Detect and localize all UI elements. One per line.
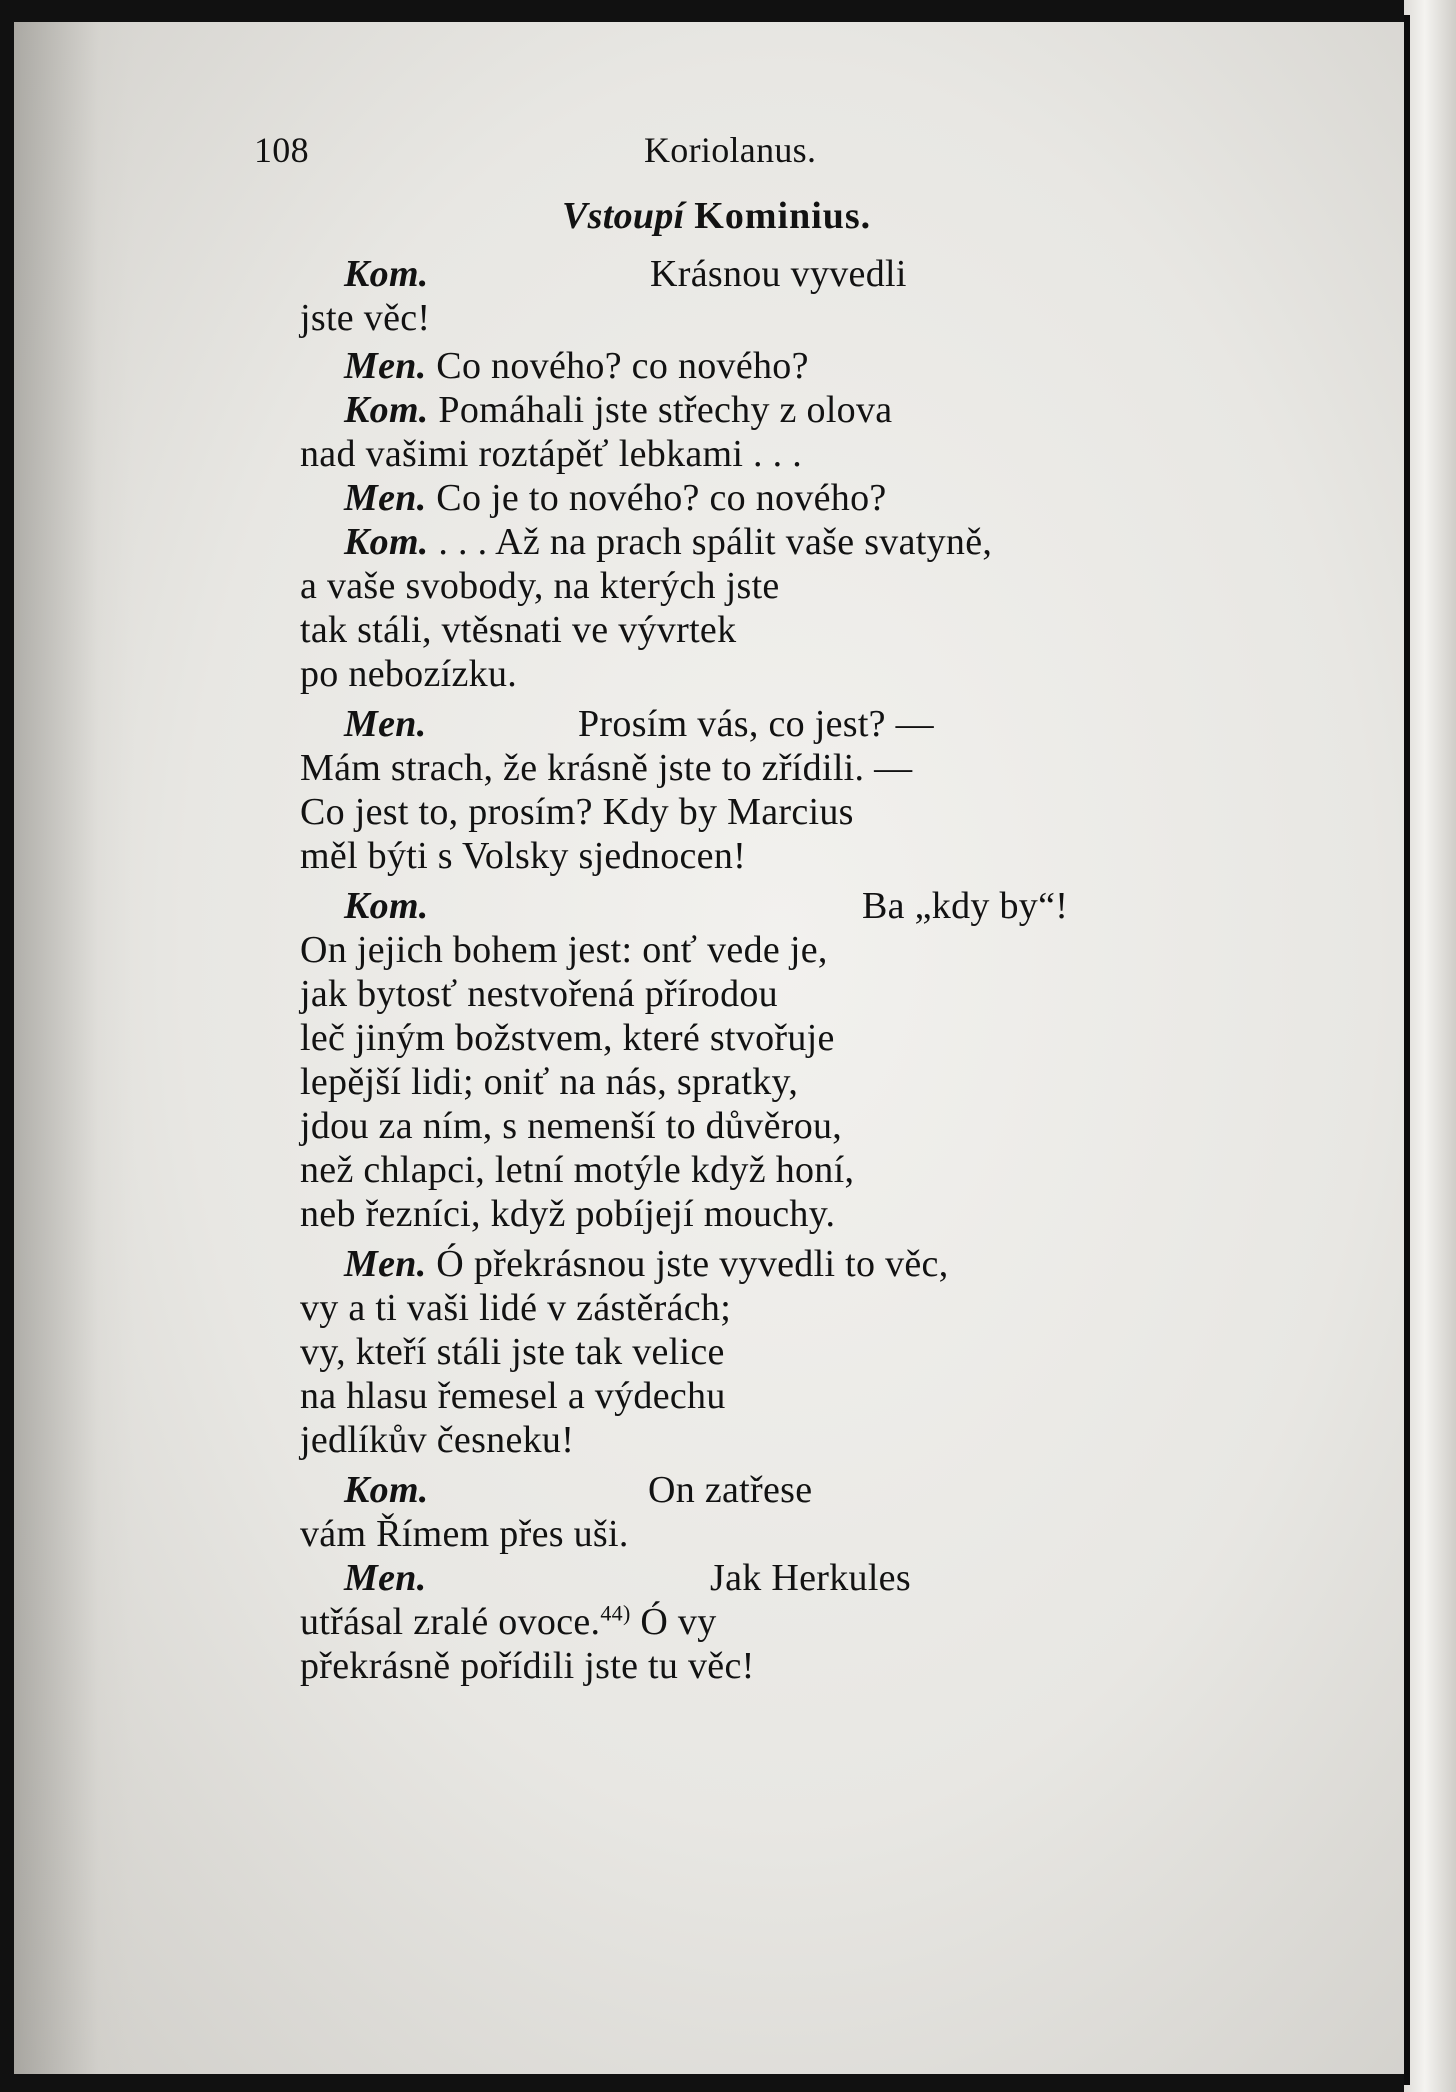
verse-line: jdou za ním, s nemenší to důvěrou, [300,1105,843,1147]
verse-line: vy a ti vaši lidé v zástěrách; [300,1287,732,1329]
verse-line: a vaše svobody, na kterých jste [300,565,780,607]
speaker-label: Kom. [344,1469,429,1511]
verse-line: Kom. Pomáhali jste střechy z olova [344,389,893,431]
stage-verb: Vstoupí [562,195,685,237]
verse-line: Men. Co je to nového? co nového? [344,477,887,519]
verse-line: On jejich bohem jest: onť vede je, [300,929,828,971]
page-text [14,22,1406,2074]
book-page [14,22,1406,2074]
verse-line: překrásně pořídili jste tu věc! [300,1645,755,1687]
verse-line: Men. Co nového? co nového? [344,345,809,387]
page-edge-shadow [1404,15,1410,2085]
verse-line: vy, kteří stáli jste tak velice [300,1331,725,1373]
verse-line: Co jest to, prosím? Kdy by Marcius [300,791,854,833]
verse-line: Krásnou vyvedli [650,253,907,295]
speaker-label: Kom. [344,253,429,295]
stage-name: Kominius. [694,195,872,237]
verse-line: utřásal zralé ovoce.$^{44)}$ Ó vy [300,1600,717,1643]
speaker-label: Kom. [344,885,429,927]
verse-line: Jak Herkules [710,1557,911,1599]
verse-line: než chlapci, letní motýle když honí, [300,1149,855,1191]
verse-line: neb řezníci, když pobíjejí mouchy. [300,1193,836,1235]
running-title: Koriolanus. [644,130,817,170]
verse-line: Kom. . . . Až na prach spálit vaše svatyně, [344,521,993,563]
footnote-reference: 44) [600,1600,631,1626]
verse-line: leč jiným božstvem, které stvořuje [300,1017,835,1059]
stage-direction [562,194,871,238]
verse-line: lepější lidi; oniť na nás, spratky, [300,1061,799,1103]
verse-line: On zatřese [648,1469,813,1511]
verse-line: nad vašimi roztápěť lebkami . . . [300,433,803,475]
book-spine [1404,0,1456,2092]
verse-line: tak stáli, vtěsnati ve vývrtek [300,609,737,651]
verse-line: Mám strach, že krásně jste to zřídili. — [300,747,913,789]
verse-line: Prosím vás, co jest? — [578,703,934,745]
verse-line: na hlasu řemesel a výdechu [300,1375,726,1417]
speaker-label: Men. [344,1557,427,1599]
verse-line: Men. Ó překrásnou jste vyvedli to věc, [344,1243,949,1285]
page-number: 108 [254,130,309,170]
verse-line: jste věc! [300,297,431,339]
verse-line: měl býti s Volsky sjednocen! [300,835,747,877]
verse-line: po nebozízku. [300,653,518,695]
verse-line: Ba „kdy by“! [862,885,1069,927]
verse-line: jedlíkův česneku! [300,1419,575,1461]
verse-line: jak bytosť nestvořená přírodou [300,973,778,1015]
verse-line: vám Římem přes uši. [300,1513,629,1555]
speaker-label: Men. [344,703,427,745]
